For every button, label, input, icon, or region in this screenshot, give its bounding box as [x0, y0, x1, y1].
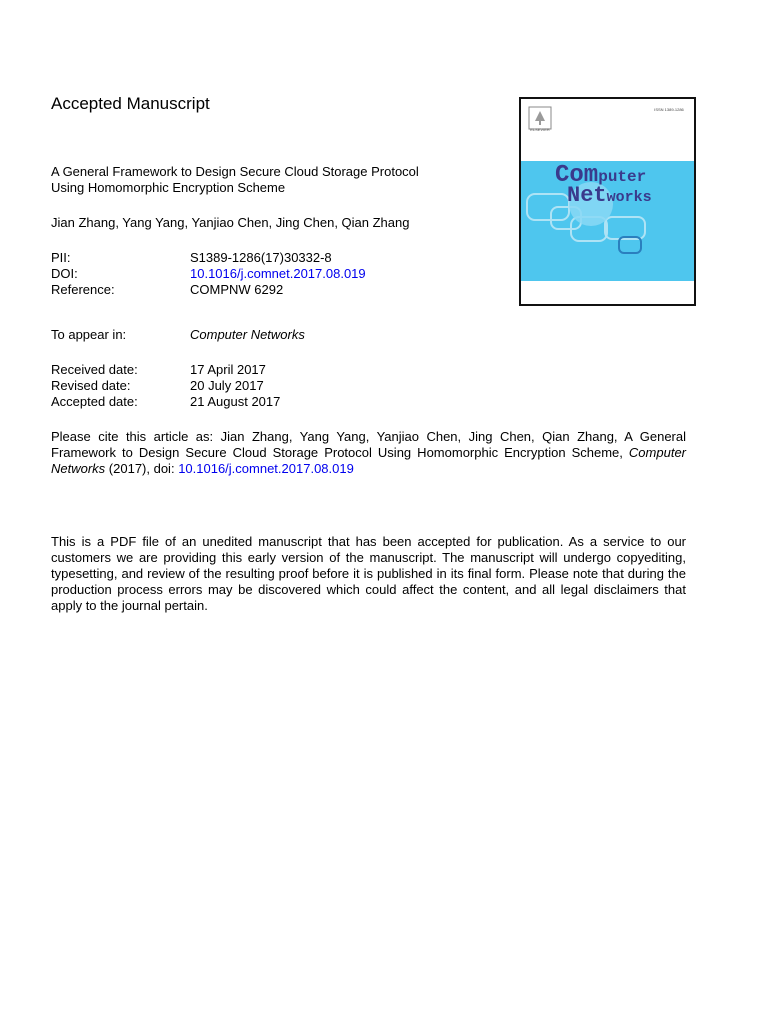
manuscript-heading: Accepted Manuscript [51, 94, 210, 113]
citation-journal: Computer Networks [51, 445, 686, 476]
article-title-line-1: A General Framework to Design Secure Cloud Storage Protocol [51, 164, 419, 179]
pii-row [51, 250, 366, 266]
received-value: 17 April 2017 [190, 362, 266, 377]
publisher-name: ELSEVIER [530, 127, 550, 132]
elsevier-trunk-icon [539, 120, 541, 125]
accepted-value: 21 August 2017 [190, 394, 281, 409]
journal-cover [519, 97, 696, 306]
revised-value: 20 July 2017 [190, 378, 264, 393]
citation-paragraph [51, 429, 686, 477]
pii-value: S1389-1286(17)30332-8 [190, 250, 332, 265]
disclaimer-paragraph: This is a PDF file of an unedited manuscript that has been accepted for publication. As a service to our customers we are providing this early version of the manuscript. The manuscript will undergo copyediting, typesetting, and review of the resulting proof before it is published in its final form. Please note that during the production process errors may be discovered which could affect the content, and all legal disclaimers that apply to the journal pertain. [51, 534, 686, 613]
cover-issn: ISSN 1389-1286 [654, 107, 684, 112]
journal-name: Computer Networks [190, 327, 305, 342]
journal-cover-art [521, 99, 694, 304]
identifier-block [51, 250, 366, 298]
citation-prefix: Please cite this article as: Jian Zhang, Yang Yang, Yanjiao Chen, Jing Chen, Qian Zhang, A General Framework to Design Secure Cloud Storage Protocol Using Homomorphic Encryption Scheme, [51, 429, 686, 460]
cover-title-works: works [606, 189, 652, 206]
revised-label: Revised date: [51, 378, 131, 393]
received-label: Received date: [51, 362, 138, 377]
accepted-label: Accepted date: [51, 394, 138, 409]
appear-label: To appear in: [51, 327, 127, 342]
reference-value: COMPNW 6292 [190, 282, 284, 297]
received-row [51, 362, 280, 378]
appear-block [51, 327, 305, 343]
author-list: Jian Zhang, Yang Yang, Yanjiao Chen, Jing Chen, Qian Zhang [51, 215, 410, 230]
accepted-row [51, 394, 280, 410]
citation-doi-link[interactable]: 10.1016/j.comnet.2017.08.019 [178, 461, 354, 476]
doi-link[interactable]: 10.1016/j.comnet.2017.08.019 [190, 266, 366, 281]
appear-row [51, 327, 305, 343]
reference-row [51, 282, 366, 298]
citation-middle: (2017), doi: [105, 461, 179, 476]
cover-title-com: Com [555, 162, 599, 189]
article-title-line-2: Using Homomorphic Encryption Scheme [51, 180, 286, 195]
doi-row [51, 266, 366, 282]
cover-title-puter: puter [598, 168, 647, 186]
reference-label: Reference: [51, 282, 115, 297]
cover-title-net: Net [567, 183, 607, 208]
dates-block [51, 362, 280, 410]
doi-label: DOI: [51, 266, 78, 281]
pii-label: PII: [51, 250, 71, 265]
article-title [51, 164, 481, 196]
revised-row [51, 378, 280, 394]
